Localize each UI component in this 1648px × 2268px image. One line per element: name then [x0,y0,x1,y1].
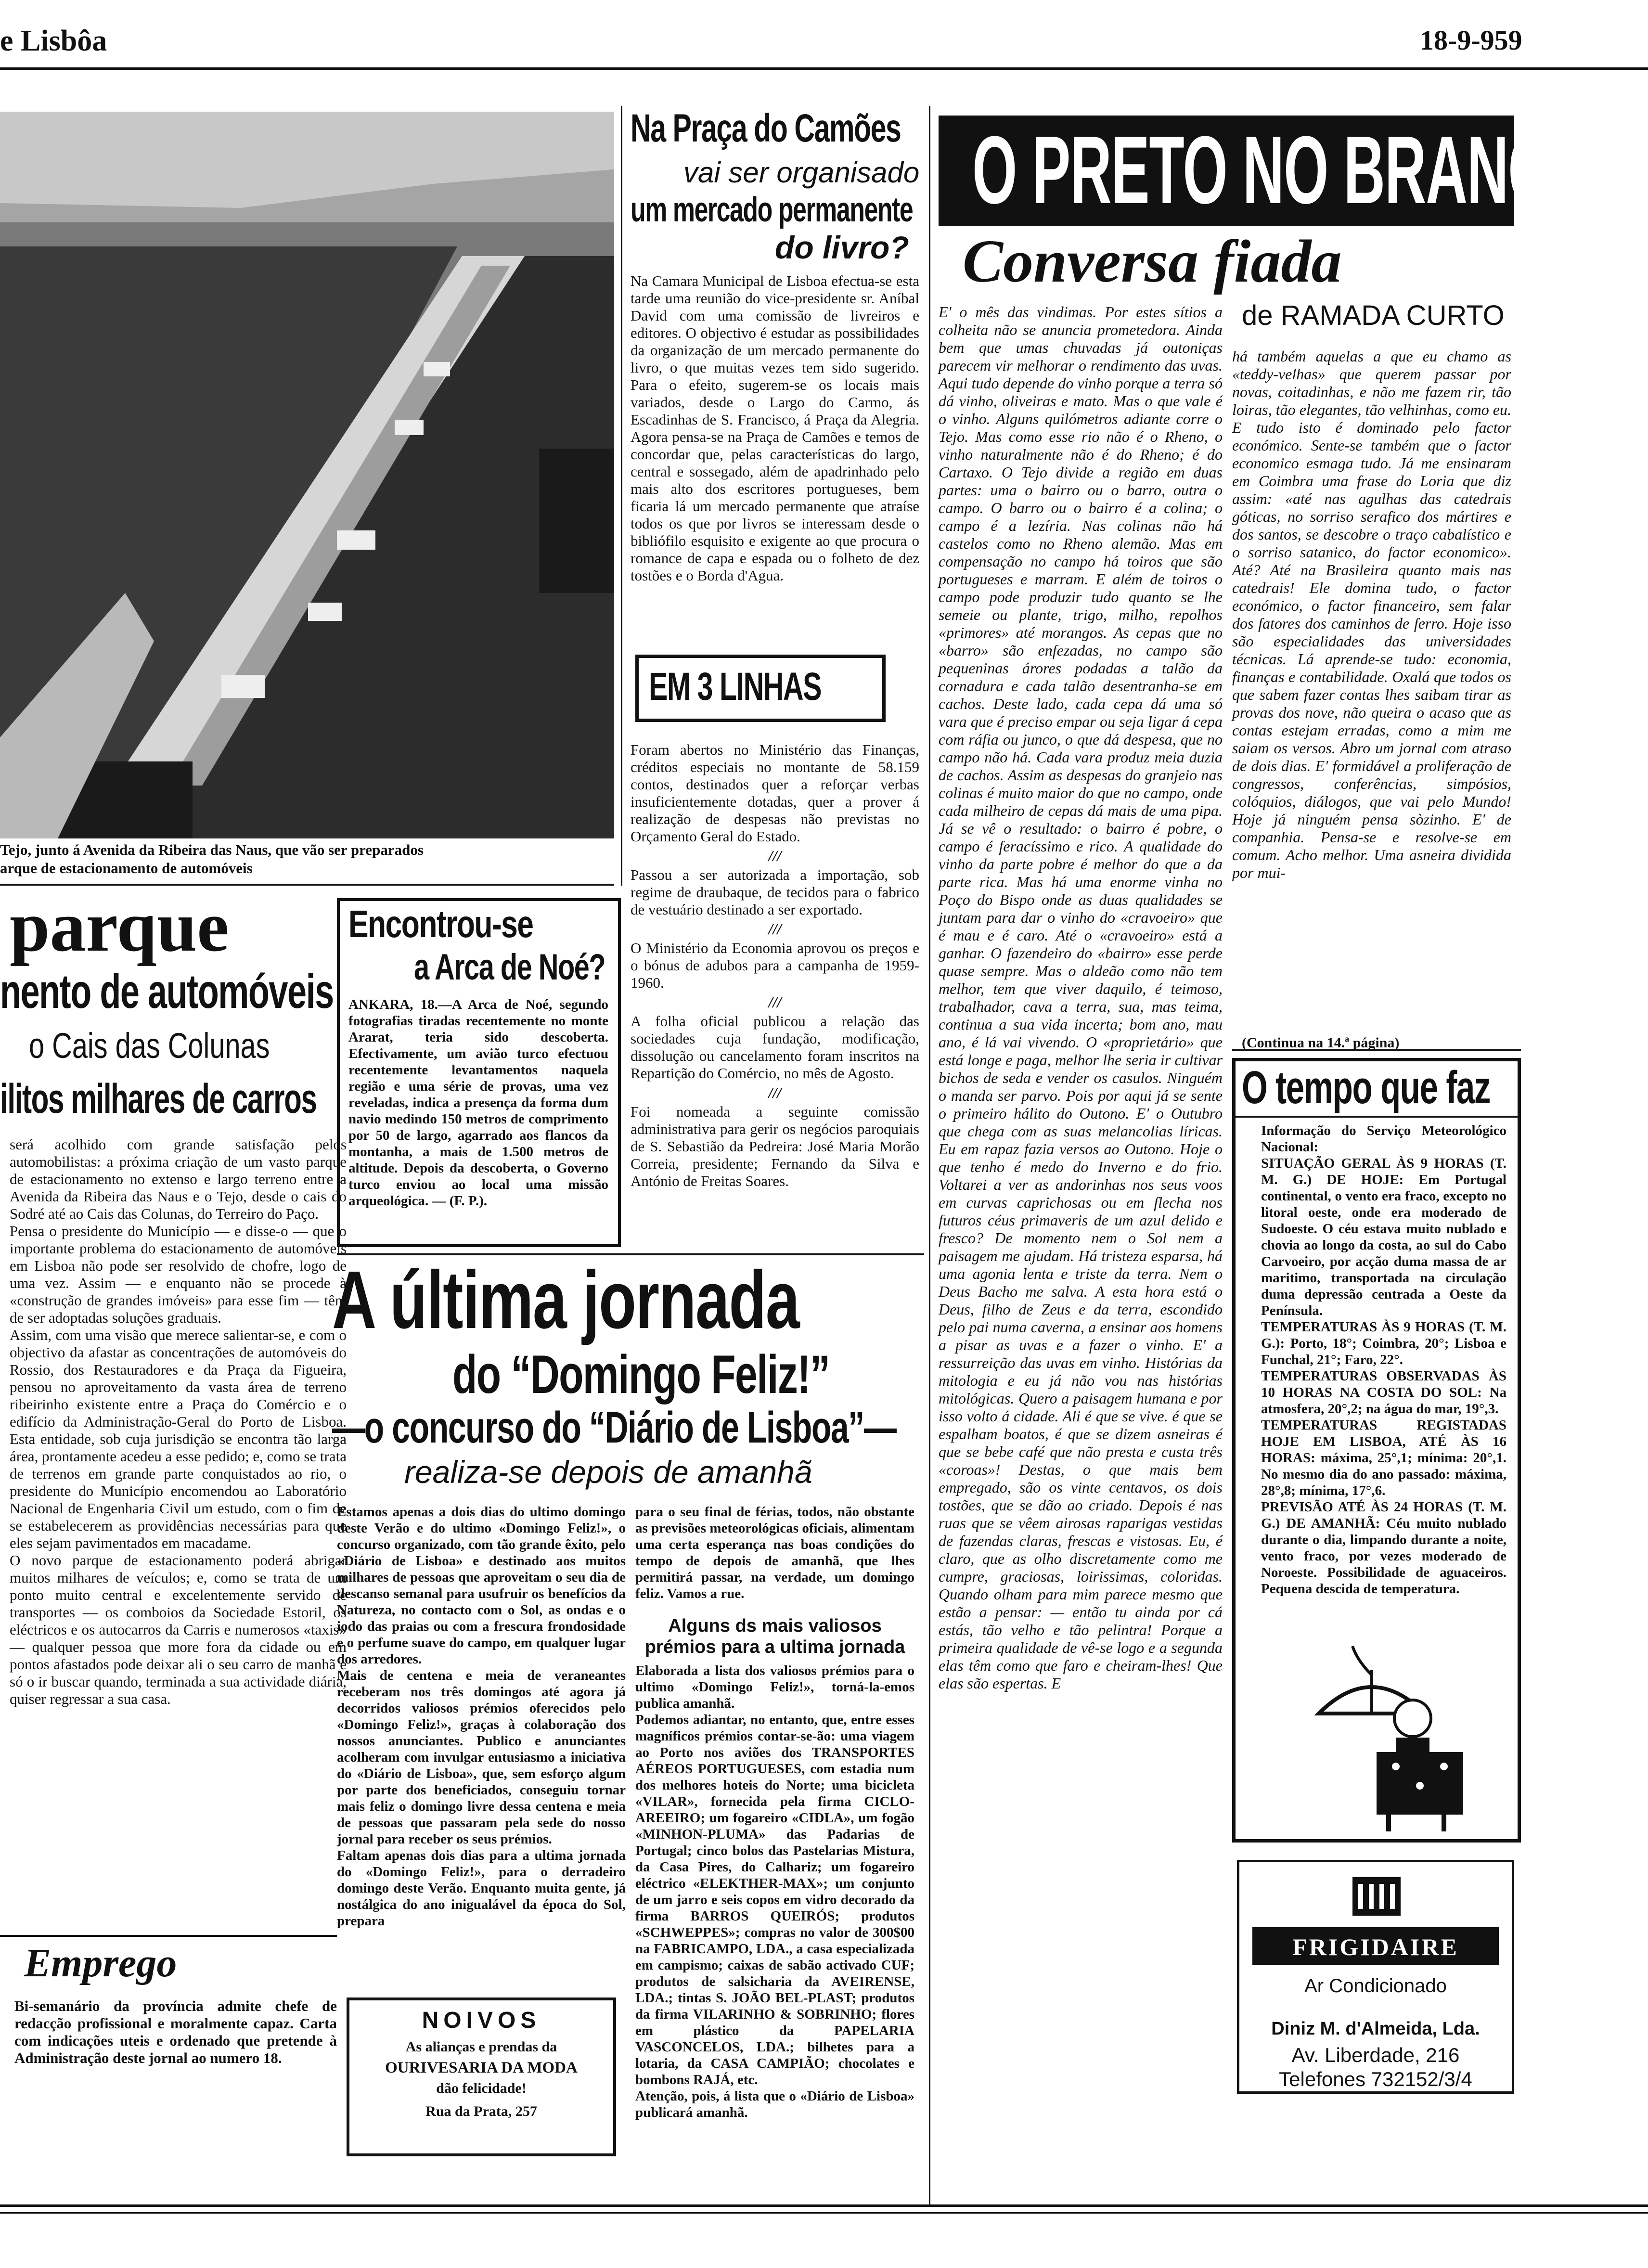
linhas-item: A folha oficial publicou a relação das sociedades cuja fundação, modificação, dissolução ou cancelamento foram inscritos na Repartição do Comércio, no mês de Agosto. [631,1013,919,1082]
parque-body: será acolhido com grande satisfação pelos automobilistas: a próxima criação de um vasto parque de estacionamento no extenso e largo terreno entre a Avenida da Ribeira das Naus e o Tejo, desde o cais do Sodré até ao Cais das Colunas, do Terreiro do Paço. Pensa o presidente do Município — e disse-o — que o importante problema do estacionamento de automóveis em Lisboa não pode ser resolvido de chofre, logo de uma vez. Assim — e enquanto não se procede à «construção de grandes imóveis» para esse fim — têm de ser adoptadas soluções graduais. Assim, com uma visão que merece salientar-se, e com o objectivo da afastar as concentrações de automóveis do Rossio, dos Restauradores e da Praça da Figueira, pensou no aproveitamento da vasta área de terreno ribeirinho existente entre a Praça do Comércio e o edifício da Administração-Geral do Porto de Lisboa. Esta entidade, sob cuja jurisdição se encontra tão larga área, prontamente acedeu a esse pedido; e, como se trata de terrenos em grande parte conquistados ao rio, o presidente do Município encomendou ao Laboratório Nacional de Engenharia Civil um estudo, com o fim de se estabelecerem as providências necessárias para que eles sejam pavimentados em macadame. O novo parque de estacionamento poderá abrigar muitos milhares de veículos; e, como se trata de um ponto muito central e excelentemente servido de transportes — os comboios da Sociedade Estoril, os eléctricos e os autocarros da Carris e numerosos «taxis» — qualquer pessoa que more fora da cidade ou em pontos afastados pode deixar ali o seu carro de manhã e só o ir buscar quando, terminada a sua actividade diária, quiser regressar a sua casa. [10,1136,347,1707]
parque-subhead-2: o Cais das Colunas [29,1026,270,1066]
parque-headline: parque [10,887,229,966]
frigidaire-brand: FRIGIDAIRE [1292,1933,1459,1960]
frigidaire-dealer: Diniz M. d'Almeida, Lda. [1271,2019,1480,2039]
footer-rule-1 [0,2204,1648,2207]
section-title: e Lisbôa [0,25,107,57]
noe-body: ANKARA, 18.—A Arca de Noé, segundo fotografias tiradas recentemente no monte Ararat, teria sido descoberta. Efectivamente, um avião turco efectuou recentemente levantamentos naquela região e uma série de provas, uma vez reveladas, indica a presença da forma dum navio medindo 150 metros de comprimento por 50 de largo, agarrado aos flancos da montanha, a mais de 1.500 metros de altitude. Depois da descoberta, o Governo turco enviou ao local uma missão arqueológica. — (F. P.). [348,997,608,1209]
linhas-separator: /// [768,847,782,864]
noe-title-2: a Arca de Noé? [414,947,605,988]
preto-col1: E' o mês das vindimas. Por estes sítios a colheita não se anuncia prometedora. Ainda bem que umas chuvadas já outoniças parecem vir melhorar o rendimento das uvas. Aqui tudo depende do vinho porque a terra só dá vinho, oliveiras e mato. Mas o que vale é o vinho. Alguns quilómetros adiante corre o Tejo. Mas como esse rio não é o Rheno, o vinho naturalmente não é do Rheno; é do Cartaxo. O Tejo divide a região em duas partes: uma o bairro ou o barro, outra o campo. O barro ou o bairro é a colina; o campo é a lezíria. Nas colinas não há castelos como no Rheno alemão. Mas em compensação no campo há toiros que são portugueses e marram. E além de toiros o campo pode produzir tudo quanto se lhe semeie ou plante, trigo, milho, repolhos «primores» até morangos. As cepas que no «barro» são enfezadas, no campo são pequeninas árores podadas a talão da cornadura e cada talão desentranha-se em cachos. Deste lado, cada cepa dá uma só vara que é preciso empar ou seja ligar á cepa com ráfia ou junco, o que dá despesa, que no campo não há. Cada vara produz meia duzia de cachos. Assim as despesas do granjeio nas colinas é muito maior do que no campo, onde cada milheiro de cepas dá mais de uma pipa. Já se vê o resultado: o bairro é pobre, o campo é feracíssimo e rico. A qualidade do vinho da parte pobre é melhor do que a da parte rica. Mas há uma enorme vinha no Poço do Bispo onde as duas qualidades se juntam para dar o vinho do «cravoeiro» que é mau e é caro. Até o «cravoeiro» está a ganhar. O fazendeiro do «bairro» esse perde quase sempre. Mas o aldeão como não tem melhor, tem que viver daquilo, é teimoso, trabalhador, cava a terra, sua, mas teima, continua a sua vida incerta; bom ano, mau ano, é lá vai vivendo. O «proprietário» que está longe e paga, melhor lhe seria ir cultivar bichos de seda e vender os casulos. Ninguém o manda ser parvo. Pois por aqui já se sente o primeiro hálito do Outono. E' o Outubro que chega com as suas melancolias líricas. Eu em rapaz fazia versos ao Outono. Hoje o que tenho é medo do Inverno e do frio. Voltarei a ver as andorinhas nos seus voos em curvas caprichosas ou em flecha nos futuros céus primaveris de um azul delido e fresco? De momento nem o Sol nem a paisagem me ajudam. Há tristeza esparsa, há uma agonia lenta e triste da terra. Nem o Deus Bacho me salva. A esta hora está o Deus, filho de Zeus e da terra, escondido pelo pai numa caverna, a ensinar aos homens a pisar as uvas e a fazer o vinho. E' a ressurreição das uvas em vinho. Histórias da mitologia e eu já não vou nas histórias mitológicas. Quero a paisagem humana e por isso volto á cidade. Ali é que se vive. é que se espalham boatos, é que se dizem asneiras é que se bebe café que não presta e custa três «coroas»! Destas, o que mais bem empregado, são os vinte centavos, os dois tostões, que se dão ao criado. Depois é nas ruas que se vêem airosas raparigas vestidas de fazendas claras, frescas e vistosas. Eu, é claro, que as olho discretamente como me cumpre, graciosas, loirissimas, coloridas. Quando olham para mim parece mesmo que estão a pensar: — então tu ainda por cá estás, tão velho e tão pelintra! Porque a primeira qualidade de vê-se logo e a segunda elas têm como que faro e cheiram-lhes! Que elas são espertas. E [939,303,1223,1692]
preto-bottom-rule [1232,1049,1521,1051]
livro-title-1: Na Praça do Camões [631,106,901,150]
footer-rule-2 [0,2212,1648,2214]
parque-subhead-3: ilitos milhares de carros [0,1076,317,1122]
column-rule-1 [621,106,622,886]
jornada-col1: Estamos apenas a dois dias do ultimo domingo deste Verão e do ultimo «Domingo Feliz!», o concurso organizado, com tão grande êxito, pelo «Diário de Lisboa» e destinado aos muitos milhares de pessoas que aproveitam o seu dia de descanso semanal para usufruir os benefícios da Natureza, no contacto com o Sol, as ondas e o iodo das praias ou com a frescura frondosidade e o perfume suave do campo, em qualquer lugar dos arredores. Mais de centena e meia de veraneantes receberam nos três domingos até agora já decorridos valiosos prémios oferecidos pelo «Domingo Feliz!», graças à colaboração dos nossos anunciantes. Publico e anunciantes acolheram com invulgar entusiasmo a iniciativa do «Diário de Lisboa», que, sem esforço algum por parte dos beneficiados, conseguiu tornar mais feliz o domingo livre dessa centena e meia de pessoas que passaram pela sede do nosso jornal para receber os seus prémios. Faltam apenas dois dias para a ultima jornada do «Domingo Feliz!», para o derradeiro domingo deste Verão. Enquanto muita gente, já nostálgica do ano inigualável da época do Sol, prepara [337,1504,626,1929]
noivos-line2: OURIVESARIA DA MODA [385,2059,578,2076]
jornada-col2a: para o seu final de férias, todos, não obstante as previsões meteorológicas oficiais, alimentam uma certa esperança nas boas condições do tempo de depois de amanhã, que lhes permitirá passar, na verdade, um domingo feliz. Vamos a rue. [635,1504,914,1601]
livro-title-4: do livro? [775,230,909,265]
linhas-item: O Ministério da Economia aprovou os preços e o bónus de adubos para a campanha de 1959-1960. [631,940,919,991]
noe-title-1: Encontrou-se [348,902,533,945]
preto-banner-text: O PRETO NO BRANCO [972,116,1594,224]
caption-rule [0,884,614,886]
jornada-subhead: Alguns ds mais valiosos prémios para a ultima jornada [644,1616,905,1657]
jornada-title-1: A última jornada [332,1254,799,1346]
frigidaire-phones: Telefones 732152/3/4 [1279,2068,1472,2090]
photo-caption-line1: Tejo, junto á Avenida da Ribeira das Naus, que vão ser preparados [0,841,424,858]
issue-date: 18-9-959 [1420,25,1522,56]
tempo-title-rule [1235,1116,1518,1118]
emprego-title: Emprego [24,1941,177,1985]
linhas-separator: /// [768,993,782,1011]
preto-continuation: (Continua na 14.ª página) [1242,1035,1400,1051]
jornada-title-3: —o concurso do “Diário de Lisboa”— [332,1403,896,1452]
jornada-title-4: realiza-se depois de amanhã [404,1454,812,1490]
frigidaire-brand-band [1252,1927,1499,1965]
livro-title-2: vai ser organisado [683,156,920,189]
noivos-title: NOIVOS [422,2008,541,2033]
jornada-title-2: do “Domingo Feliz!” [452,1344,830,1405]
weather-illustration [1300,1641,1473,1834]
noivos-line4: Rua da Prata, 257 [425,2103,537,2119]
emprego-rule [0,1935,337,1937]
frigidaire-address: Av. Liberdade, 216 [1291,2044,1460,2066]
linhas-separator: /// [768,1084,782,1101]
em3linhas-list [631,741,919,1242]
preto-byline: de RAMADA CURTO [1242,300,1505,331]
masthead-rule [0,67,1648,70]
aerial-photo-graphic [0,112,614,838]
frigidaire-product: Ar Condicionado [1304,1975,1447,1997]
tempo-title: O tempo que faz [1242,1062,1491,1113]
noivos-line1: As alianças e prendas da [405,2039,557,2055]
parque-subhead-1: nento de automóveis [0,965,334,1018]
frigidaire-logo [1352,1877,1401,1916]
em3linhas-title: EM 3 LINHAS [649,665,822,709]
preto-banner [939,116,1594,226]
preto-col2: há também aquelas a que eu chamo as «teddy-velhas» que querem passar por novas, coitadinhas, e não me fazem rir, tão loiras, tão elegantes, tão velhinhas, como eu. E tudo isto é dominado pelo factor económico. Sente-se também que o factor economico esmaga tudo. Já me ensinaram em Coimbra uma frase do Loria que diz assim: «até nas agulhas das catedrais góticas, no sorriso serafico dos mártires e dos santos, se descobre o traço cabalístico e o sorriso satanico, do factor economico». Até? Até na Brasileira quanto mais nas catedrais! Ele domina tudo, o factor económico, o factor financeiro, sem falar dos fatores dos caminhos de ferro. Hoje isso são especialidades das universidades técnicas. Lá aprende-se tudo: economia, finanças e contabilidade. Oxalá que todos os que sabem fazer contas lhes saibam tirar as provas dos nove, não queira o acaso que as contas estejam erradas, como a mim me saiam os versos. Abro um jornal com atraso de dois dias. E' formidável a proliferação de congressos, conferências, simpósios, colóquios, diálogos, que vai pelo Mundo! Hoje já ninguém pensa sòzinho. E' de companhia. Pensa-se e resolve-se em comum. Acho melhor. Uma asneira dividida por mui- [1232,348,1511,881]
livro-title-3: um mercado permanente [631,191,913,229]
linhas-item: Passou a ser autorizada a importação, sob regime de draubaque, de tecidos para o fabrico de vestuário destinado a ser exportado. [631,866,919,918]
linhas-separator: /// [768,920,782,938]
photo-caption-line2: arque de estacionamento de automóveis [0,860,253,876]
emprego-body: Bi-semanário da província admite chefe de redacção profissional e moralmente capaz. Carta com indicações uteis e ordenado que pretende à Administração deste jornal ao numero 18. [14,1997,337,2066]
frigidaire-crown-icon [1352,1877,1401,1916]
noivos-line3: dão felicidade! [436,2080,527,2096]
tempo-body: Informação do Serviço Meteorológico Nacional: SITUAÇÃO GERAL ÀS 9 HORAS (T. M. G.) DE HOJE: Em Portugal continental, o vento era fraco, excepto no litoral oeste, onde era moderado de Sudoeste. O céu estava muito nublado e chovia ao longo da costa, ao sul do Cabo Carvoeiro, por acção duma massa de ar maritimo, transportada na circulação duma depressão centrada a Oeste da Península. TEMPERATURAS ÀS 9 HORAS (T. M. G.): Porto, 18°; Coimbra, 20°; Lisboa e Funchal, 21°; Faro, 22°. TEMPERATURAS OBSERVADAS ÀS 10 HORAS NA COSTA DO SOL: Na atmosfera, 20°,2; na água do mar, 19°,3. TEMPERATURAS REGISTADAS HOJE EM LISBOA, ATÉ ÀS 16 HORAS: máxima, 25°,1; mínima: 20°,1. No mesmo dia do ano passado: máxima, 28°,8; mínima, 17°,6. PREVISÃO ATÉ ÀS 24 HORAS (T. M. G.) DE AMANHÃ: Céu muito nublado durante o dia, limpando durante a noite, vento fraco, por vezes moderado de Noroeste. Possibilidade de aguaceiros. Pequena descida de temperatura. [1261,1123,1506,1597]
linhas-item: Foram abertos no Ministério das Finanças, créditos especiais no montante de 58.159 contos, destinados quer a reforçar verbas insuficientemente dotadas, quer a prover á realização de despesas não previstas no Orçamento Geral do Estado. [631,741,919,845]
column-rule-2 [929,106,930,2204]
jornada-col2b: Elaborada a lista dos valiosos prémios para o ultimo «Domingo Feliz!», torná-la-emos publica amanhã. Podemos adiantar, no entanto, que, entre esses magníficos prémios contar-se-ão: uma viagem ao Porto nos aviões dos TRANSPORTES AÉREOS PORTUGUESES, com estadia num dos melhores hoteis do Norte; uma bicicleta «VILAR», fornecida pela firma CICLO-AREEIRO; um fogareiro «CIDLA», um fogão «MINHON-PLUMA» das Padarias de Portugal; cinco bolos das Pastelarias Mistura, da Casa Pires, do Calhariz; um fogareiro eléctrico «ELEKTHER-MAX»; um conjunto de um jarro e seis copos em vidro decorado da firma BARROS QUEIRÓS; produtos «SCHWEPPES»; compras no valor de 300$00 na FABRICAMPO, LDA., a casa especializada em campismo; caixas de sabão activado CUF; produtos de salsicharia da AVEIRENSE, LDA.; tintas S. JOÃO BEL-PLAST; produtos da firma VILARINHO & SOBRINHO; flores em plástico da PAPELARIA VASCONCELOS, LDA.; bilhetes para a lotaria, da CASA CAMPIÃO; chocolates e bombons RAJÁ, etc. Atenção, pois, á lista que o «Diário de Lisboa» publicará amanhã. [635,1663,914,2120]
umbrella-figure-icon [1300,1641,1473,1834]
preto-title: Conversa fiada [963,228,1342,295]
linhas-item: Foi nomeada a seguinte comissão administrativa para gerir os negócios paroquiais de S. Sebastião da Pedreira: José Maria Morão Correia, presidente; Fernando da Silva e António de Freitas Soares. [631,1103,919,1189]
news-photo [0,112,614,838]
livro-body: Na Camara Municipal de Lisboa efectua-se esta tarde uma reunião do vice-presidente sr. Aníbal David com uma comissão de livreiros e editores. O objectivo é estudar as possibilidades da organização de um mercado permanente do livro, o que muitas vezes tem sido sugerido. Para o efeito, sugerem-se os locais mais variados, desde o Largo do Carmo, ás Escadinhas de S. Francisco, á Praça da Alegria. Agora pensa-se na Praça de Camões e temos de concordar que, pelas características do largo, central e sossegado, além de apadrinhado pelo mais alto dos escritores portugueses, bem ficaria lá um mercado permanente que atraíse todos os que por livros se interessam desde o bibliófilo esquisito e exigente ao que procura o romance de capa e espada ou o folheto de dez tostões e o Borda d'Agua. [631,272,919,584]
